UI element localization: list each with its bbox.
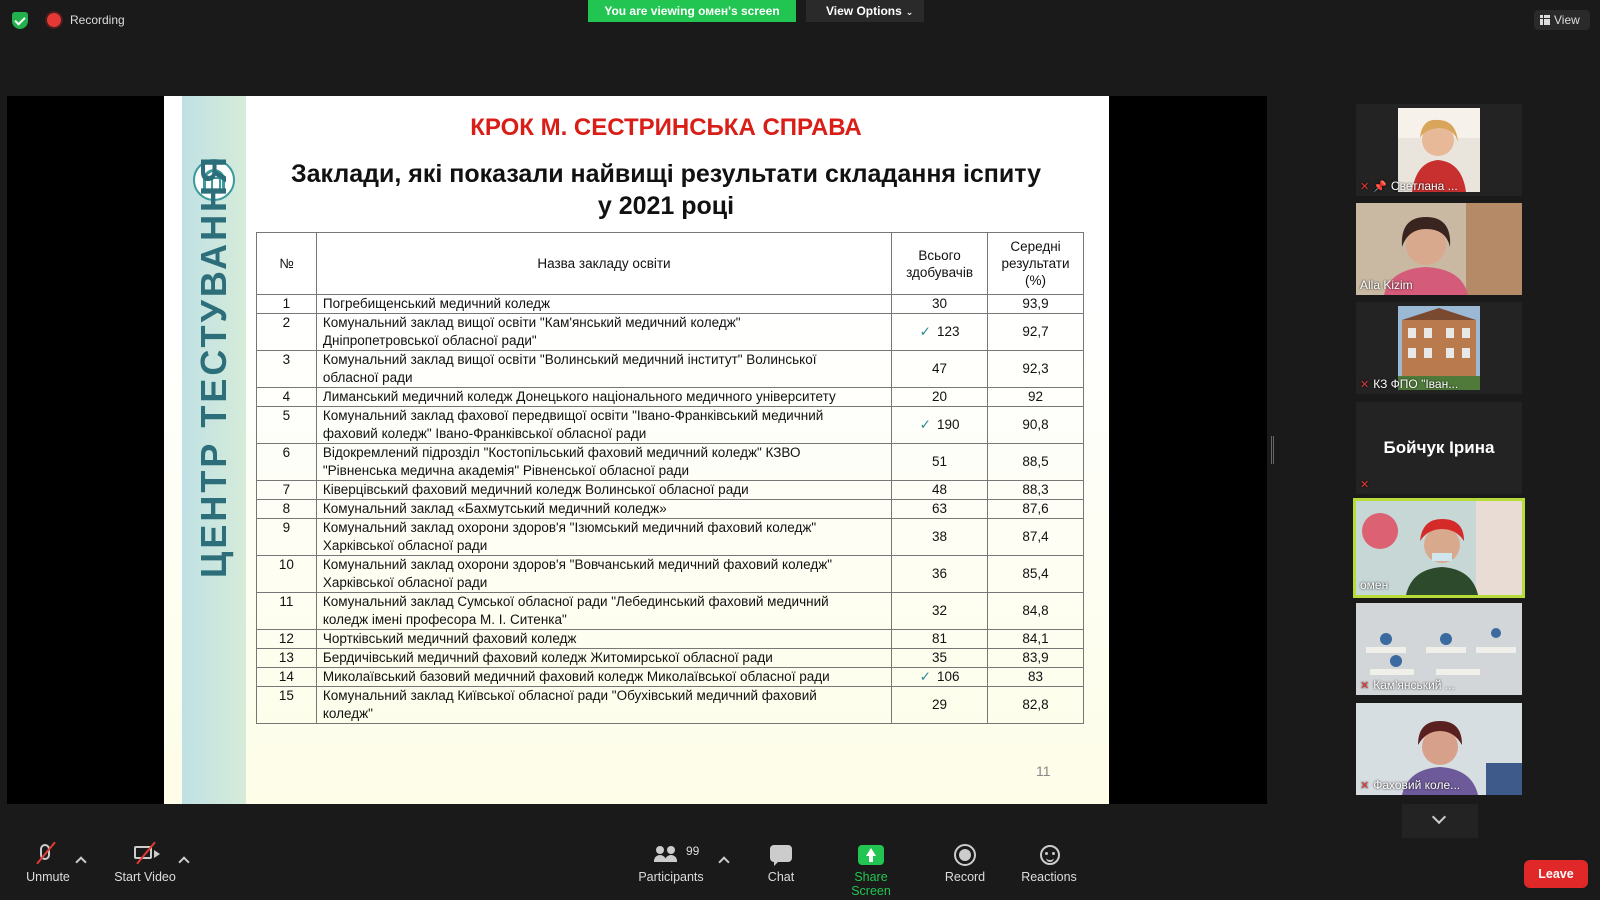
checkmark-icon: ✓ xyxy=(919,324,931,339)
total-students: 20 xyxy=(892,388,988,407)
view-button[interactable] xyxy=(1534,10,1590,30)
total-students: 30 xyxy=(892,295,988,314)
total-students: 63 xyxy=(892,500,988,519)
share-screen-icon xyxy=(858,845,884,865)
row-number: 5 xyxy=(257,407,317,444)
mic-muted-icon: ✕ xyxy=(1360,680,1370,692)
participant-name: ✕ Кам'янський ... xyxy=(1360,678,1455,692)
chat-button[interactable] xyxy=(760,840,802,884)
participants-label: Participants xyxy=(638,870,704,884)
participants-options-caret-icon[interactable] xyxy=(718,856,729,867)
participant-name: ✕ Фаховий коле... xyxy=(1360,778,1461,792)
row-number: 6 xyxy=(257,444,317,481)
pin-icon: 📌 xyxy=(1373,181,1387,193)
video-options-caret-icon[interactable] xyxy=(178,856,189,867)
table-row xyxy=(257,481,1084,500)
table-row xyxy=(257,519,1084,556)
header-num: № xyxy=(257,233,317,295)
participant-name xyxy=(1360,477,1373,491)
start-video-button[interactable] xyxy=(112,840,178,884)
table-row xyxy=(257,687,1084,724)
institution-name: Ківерцівський фаховий медичний коледж Волинської обласної ради xyxy=(316,481,891,500)
recording-icon xyxy=(47,13,61,27)
chat-label: Chat xyxy=(767,870,795,884)
view-options-label: View Options xyxy=(826,4,902,18)
start-video-label: Start Video xyxy=(114,870,176,884)
row-number: 13 xyxy=(257,649,317,668)
row-number: 4 xyxy=(257,388,317,407)
row-number: 14 xyxy=(257,668,317,687)
average-result: 82,8 xyxy=(988,687,1084,724)
institution-name: Лиманський медичний коледж Донецького національного медичного університету xyxy=(316,388,891,407)
participant-tile[interactable] xyxy=(1356,203,1522,295)
total-students: 81 xyxy=(892,630,988,649)
average-result: 85,4 xyxy=(988,556,1084,593)
view-label: View xyxy=(1554,13,1580,27)
grid-icon xyxy=(1540,15,1550,25)
participant-tile[interactable] xyxy=(1356,603,1522,695)
slide-vertical-title: ЦЕНТР ТЕСТУВАННЯ xyxy=(193,154,234,578)
institution-name: Комунальний заклад вищої освіти "Кам'янський медичний коледж" Дніпропетровської обласної ради" xyxy=(316,314,891,351)
table-row xyxy=(257,556,1084,593)
row-number: 7 xyxy=(257,481,317,500)
row-number: 10 xyxy=(257,556,317,593)
top-bar xyxy=(0,0,1600,40)
slide-title-line2: у 2021 році xyxy=(597,192,735,220)
table-row xyxy=(257,649,1084,668)
average-result: 90,8 xyxy=(988,407,1084,444)
table-row xyxy=(257,314,1084,351)
average-result: 87,4 xyxy=(988,519,1084,556)
table-row xyxy=(257,295,1084,314)
table-row xyxy=(257,593,1084,630)
average-result: 84,1 xyxy=(988,630,1084,649)
institution-name: Бердичівський медичний фаховий коледж Житомирської обласної ради xyxy=(316,649,891,668)
security-shield-icon[interactable] xyxy=(12,12,28,29)
average-result: 88,5 xyxy=(988,444,1084,481)
slide-page-number: 11 xyxy=(1036,763,1051,779)
chat-icon xyxy=(770,845,792,862)
participant-tile[interactable] xyxy=(1356,302,1522,394)
table-row xyxy=(257,388,1084,407)
total-students: 38 xyxy=(892,519,988,556)
table-row xyxy=(257,500,1084,519)
table-row xyxy=(257,351,1084,388)
institution-name: Комунальний заклад «Бахмутський медичний коледж» xyxy=(316,500,891,519)
participant-name: ✕ КЗ ФПО "Іван... xyxy=(1360,377,1459,391)
table-header-row xyxy=(257,233,1084,295)
mic-muted-icon: ✕ xyxy=(1360,479,1370,491)
participants-button[interactable] xyxy=(636,840,706,884)
total-students: ✓ 106 xyxy=(892,668,988,687)
total-students: ✓ 123 xyxy=(892,314,988,351)
slide-heading: КРОК М. СЕСТРИНСЬКА СПРАВА xyxy=(470,114,862,141)
institution-name: Комунальний заклад Сумської обласної ради "Лебединський фаховий медичний коледж імені професора М. І. Ситенка" xyxy=(316,593,891,630)
average-result: 83 xyxy=(988,668,1084,687)
mic-muted-icon: ✕ xyxy=(1360,181,1370,193)
record-label: Record xyxy=(944,870,986,884)
total-students: 47 xyxy=(892,351,988,388)
unmute-label: Unmute xyxy=(26,870,70,884)
view-options-button[interactable] xyxy=(806,0,924,22)
total-students: 32 xyxy=(892,593,988,630)
participant-name: омен xyxy=(1360,578,1389,592)
checkmark-icon: ✓ xyxy=(919,669,931,684)
record-button[interactable] xyxy=(944,840,986,884)
unmute-button[interactable] xyxy=(26,840,70,884)
header-name: Назва закладу освіти xyxy=(316,233,891,295)
average-result: 92,7 xyxy=(988,314,1084,351)
panel-resize-handle[interactable] xyxy=(1271,436,1274,464)
institution-name: Комунальний заклад охорони здоров'я "Вовчанський медичний фаховий коледж" Харківської обласної ради xyxy=(316,556,891,593)
slide-title-line1: Заклади, які показали найвищі результати складання іспиту xyxy=(290,160,1042,188)
presentation-slide xyxy=(164,96,1109,804)
row-number: 9 xyxy=(257,519,317,556)
institution-name: Комунальний заклад Київської обласної ради "Обухівський медичний фаховий коледж" xyxy=(316,687,891,724)
active-speaker-tile[interactable] xyxy=(1353,498,1525,598)
row-number: 2 xyxy=(257,314,317,351)
header-avg: Середні результати (%) xyxy=(988,233,1084,295)
total-students: 48 xyxy=(892,481,988,500)
institution-name: Комунальний заклад вищої освіти "Волинський медичний інститут" Волинської обласної ради xyxy=(316,351,891,388)
average-result: 88,3 xyxy=(988,481,1084,500)
row-number: 1 xyxy=(257,295,317,314)
viewing-screen-banner: You are viewing омен's screen xyxy=(588,0,796,22)
table-row xyxy=(257,668,1084,687)
participants-count: 99 xyxy=(686,844,700,858)
average-result: 92,3 xyxy=(988,351,1084,388)
row-number: 8 xyxy=(257,500,317,519)
mic-muted-icon: ✕ xyxy=(1360,379,1370,391)
total-students: 29 xyxy=(892,687,988,724)
table-row xyxy=(257,407,1084,444)
record-icon xyxy=(954,844,976,866)
checkmark-icon: ✓ xyxy=(919,417,931,432)
participant-tile[interactable] xyxy=(1356,402,1522,494)
average-result: 84,8 xyxy=(988,593,1084,630)
row-number: 11 xyxy=(257,593,317,630)
average-result: 87,6 xyxy=(988,500,1084,519)
share-screen-label: Share Screen xyxy=(851,870,891,898)
institution-name: Погребищенський медичний коледж xyxy=(316,295,891,314)
participant-display-name: Бойчук Ірина xyxy=(1383,438,1495,457)
row-number: 15 xyxy=(257,687,317,724)
total-students: 36 xyxy=(892,556,988,593)
participant-name: Alla Kizim xyxy=(1360,278,1413,292)
scroll-down-button[interactable] xyxy=(1402,804,1478,838)
reactions-icon xyxy=(1040,845,1060,865)
total-students: 51 xyxy=(892,444,988,481)
table-row xyxy=(257,444,1084,481)
row-number: 3 xyxy=(257,351,317,388)
average-result: 83,9 xyxy=(988,649,1084,668)
total-students: 35 xyxy=(892,649,988,668)
participant-tile[interactable] xyxy=(1356,104,1522,196)
total-students: ✓ 190 xyxy=(892,407,988,444)
meeting-toolbar xyxy=(0,840,1600,900)
chevron-down-icon xyxy=(1432,810,1446,824)
average-result: 93,9 xyxy=(988,295,1084,314)
reactions-button[interactable] xyxy=(1020,840,1078,884)
recording-label: Recording xyxy=(70,13,125,27)
mic-muted-icon: ✕ xyxy=(1360,780,1370,792)
average-result: 92 xyxy=(988,388,1084,407)
share-screen-button[interactable] xyxy=(834,840,908,898)
chevron-down-icon: ⌄ xyxy=(905,7,914,17)
reactions-label: Reactions xyxy=(1021,870,1077,884)
institution-name: Чортківський медичний фаховий коледж xyxy=(316,630,891,649)
institution-name: Відокремлений підрозділ "Костопільський фаховий медичний коледж" КЗВО "Рівненська медична академія" Рівненської обласної ради xyxy=(316,444,891,481)
institution-name: Комунальний заклад фахової передвищої освіти "Івано-Франківський медичний фаховий коледж" Івано-Франківської обласної ради xyxy=(316,407,891,444)
participants-icon xyxy=(656,846,678,862)
institution-name: Миколаївський базовий медичний фаховий коледж Миколаївської обласної ради xyxy=(316,668,891,687)
leave-button[interactable]: Leave xyxy=(1524,860,1588,888)
institution-name: Комунальний заклад охорони здоров'я "Ізюмський медичний фаховий коледж" Харківської обласної ради xyxy=(316,519,891,556)
slide-title xyxy=(246,158,1086,222)
table-row xyxy=(257,630,1084,649)
participant-tile[interactable] xyxy=(1356,703,1522,795)
row-number: 12 xyxy=(257,630,317,649)
participant-name: ✕ 📌 Светлана ... xyxy=(1360,179,1458,193)
header-total: Всього здобувачів xyxy=(892,233,988,295)
results-table xyxy=(256,232,1084,724)
audio-options-caret-icon[interactable] xyxy=(75,856,86,867)
